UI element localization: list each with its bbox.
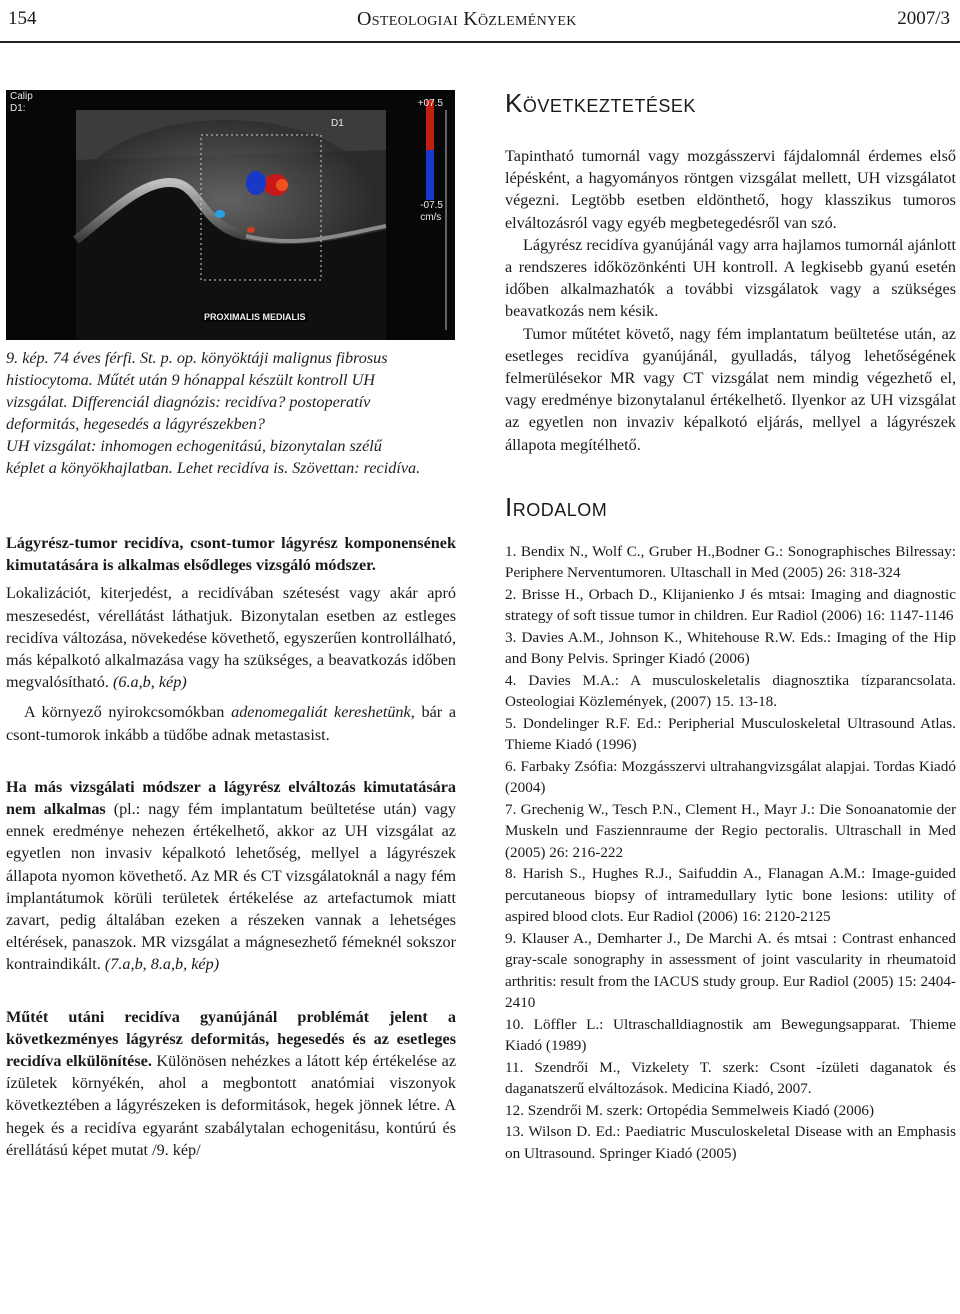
scale-bottom: -07.5 cm/s <box>420 200 443 223</box>
d1-marker: D1 <box>331 118 344 129</box>
reference-item: 5. Dondelinger R.F. Ed.: Peripherial Musculoskeletal Ultrasound Atlas. Thieme Kiadó (1996) <box>505 714 956 754</box>
scale-top: +07.5 <box>417 98 443 109</box>
reference-item: 3. Davies A.M., Johnson K., Whitehouse R.W. Eds.: Imaging of the Hip and Bony Pelvis. Springer Kiadó (2006) <box>505 628 956 668</box>
reference-item: 11. Szendrői M., Vizkelety T. szerk: Csont -ízületi daganatok és daganatszerű elváltozások. Medicina Kiadó, 2007. <box>505 1058 956 1098</box>
reference-item: 9. Klauser A., Demharter J., De Marchi A. és mtsai : Contrast enhanced gray-scale sonography in assessment of joint vascularity in rheumatoid arthritis: result from the IACUS study group. Eur Radiol (2005) 15: 2404-2410 <box>505 929 956 1012</box>
conclusion-paragraph-1: Tapintható tumornál vagy mozgásszervi fájdalomnál érdemes első lépésként, a hagyományos röntgen vizsgálat mellett, UH vizsgálatot végezni. Legtöbb esetben eldönthető, hogy klasszikus tumoros elváltozásról vagy egyéb megbetegedésről van szó. <box>505 147 956 232</box>
conclusion-paragraph-3: Tumor műtétet követő, nagy fém implantatum beültetése után, az esetleges recidíva gyanújánál, gyulladás, tályog lehetőségének felmerülésekor MR vagy CT vizsgálat nem mindig végezhető el, vagy eredménye bizonytalanul értékelhető. Ilyenkor az UH vizsgálat az egyetlen non invaziv képalkotó eljárás, mellyel a lágyrészek állapota megítélhető. <box>505 324 956 454</box>
page-number: 154 <box>8 8 37 29</box>
reference-list <box>505 541 956 1165</box>
conclusion-paragraph-2: Lágyrész recidíva gyanújánál vagy arra hajlamos tumornál ajánlott a rendszeres időközönkénti UH kontroll. A legkisebb gyanú esetén időben alkalmazhatók a további vizsgálatok vagy a szükséges beavatkozás nem késik. <box>505 235 956 321</box>
page-header <box>8 0 950 38</box>
paragraph-2: A környező nyirokcsomókban adenomegaliát kereshetünk, bár a csont-tumorok inkább a tüdőbe adnak metastasist. <box>6 703 457 744</box>
reference-item: 6. Farbaky Zsófia: Mozgásszervi ultrahangvizsgálat alapjai. Tordas Kiadó (2004) <box>505 757 956 797</box>
right-column <box>505 88 956 1164</box>
left-column-body <box>6 532 456 1161</box>
reference-item: 8. Harish S., Hughes R.J., Saifuddin A., Flanagan A.M.: Image-guided percutaneous biopsy of intramedullary lytic bone lesions: utility of aspired blood clots. Eur Radiol (2006) 16: 2120-2125 <box>505 865 956 926</box>
reference-item: 13. Wilson D. Ed.: Paediatric Musculoskeletal Disease with an Emphasis on Ultrasound. Springer Kiadó (2005) <box>505 1123 956 1162</box>
journal-title: Osteologiai Közlemények <box>357 7 577 30</box>
reference-item: 4. Davies M.A.: A musculoskeletalis diagnosztika tízparancsolata. Osteologiai Közlemények, (2007) 15. 13-18. <box>505 671 956 711</box>
ultrasound-scan <box>6 90 455 340</box>
paragraph-3: Ha más vizsgálati módszer a lágyrész elváltozás kimutatására nem alkalmas (pl.: nagy fém implantatum beültetése után) vagy ennek eredménye nehezen értékelhető, akkor az UH vizsgálat az egyetlen non invasiv képalkotó lehetőség, mellyel a lágyrészek állapota nyomon követhető. Az MR és CT vizsgálatoknál a nagy fém implantátumok körüli területek értékelése az artefactumok miatt zavart, pedig általában ezeken a részeken vannak a lehetséges eltérések, panaszok. MR vizsgálat a mágnesezhető fémeknél sokszor kontraindikált. (7.a,b, 8.a,b, kép) <box>6 777 456 974</box>
reference-item: 12. Szendrői M. szerk: Ortopédia Semmelweis Kiadó (2006) <box>505 1101 875 1119</box>
reference-item: 10. Löffler L.: Ultraschalldiagnostik am Bewegungsapparat. Thieme Kiadó (1989) <box>505 1015 956 1055</box>
reference-item: 1. Bendix N., Wolf C., Gruber H.,Bodner G.: Sonographisches Bilressay: Periphere Nerventumoren. Ultaschall in Med (2005) 26: 318-324 <box>505 542 956 582</box>
reference-item: 2. Brisse H., Orbach D., Klijanienko J és mtsai: Imaging and diagnostic strategy of soft tissue tumor in children. Eur Radiol (2006) 16: 1147-1146 <box>505 585 956 625</box>
paragraph-1: Lokalizációt, kiterjedést, a recidívában szétesést vagy akár apró meszesedést, vérellátást láthatjuk. Bizonytalan esetben az estleges recidíva változása, növekedése követhető, egyszerűen kontrollálható, más képalkotó alkalmazása vagy ha szükséges, a beavatkozás időben megvalósítható. (6.a,b, kép) <box>6 584 456 692</box>
region-label: PROXIMALIS MEDIALIS <box>204 312 306 322</box>
bold-heading-1: Lágyrész-tumor recidíva, csont-tumor lágyrész komponensének kimutatására is alkalmas elsődleges vizsgáló módszer. <box>6 534 456 575</box>
paragraph-4: Műtét utáni recidíva gyanújánál problémát jelent a következményes lágyrész deformitás, hegesedés és az esetleges recidíva elkülönítése. Különösen nehézkes a látott kép értékelése az ízületek környékén, ahol a megbontott anatómiai viszonyok következtében a lágyrészeken is deformitások, hegek jönnek létre. A hegek és a recidíva egyaránt szabálytalan echogenitásu, kontúrú és érellátású képet mutat /9. kép/ <box>6 1007 457 1159</box>
references-heading: Irodalom <box>505 491 608 522</box>
reference-item: 7. Grechenig W., Tesch P.N., Clement H., Mayr J.: Die Sonoanatomie der Muskeln und Fasziennraume der Regio pectoralis. Ultraschall in Med (2005) 26: 216-222 <box>505 800 956 861</box>
ultrasound-caliper: Calip D1: <box>10 91 33 114</box>
header-rule <box>0 41 960 43</box>
conclusions-heading: Következtetések <box>505 88 696 118</box>
figure-caption: 9. kép. 74 éves férfi. St. p. op. könyöktáji malignus fibrosus histiocytoma. Műtét után 9 hónappal készült kontroll UH vizsgálat. Differenciál diagnózis: recidíva? postoperatív deformitás, hegesedés a lágyrészekben? UH vizsgálat: inhomogen echogenitású, bizonytalan szélű képlet a könyökhajlatban. Lehet recidíva is. Szövettan: recidíva. <box>6 349 421 477</box>
issue-number: 2007/3 <box>897 8 950 29</box>
ultrasound-image <box>6 90 455 340</box>
